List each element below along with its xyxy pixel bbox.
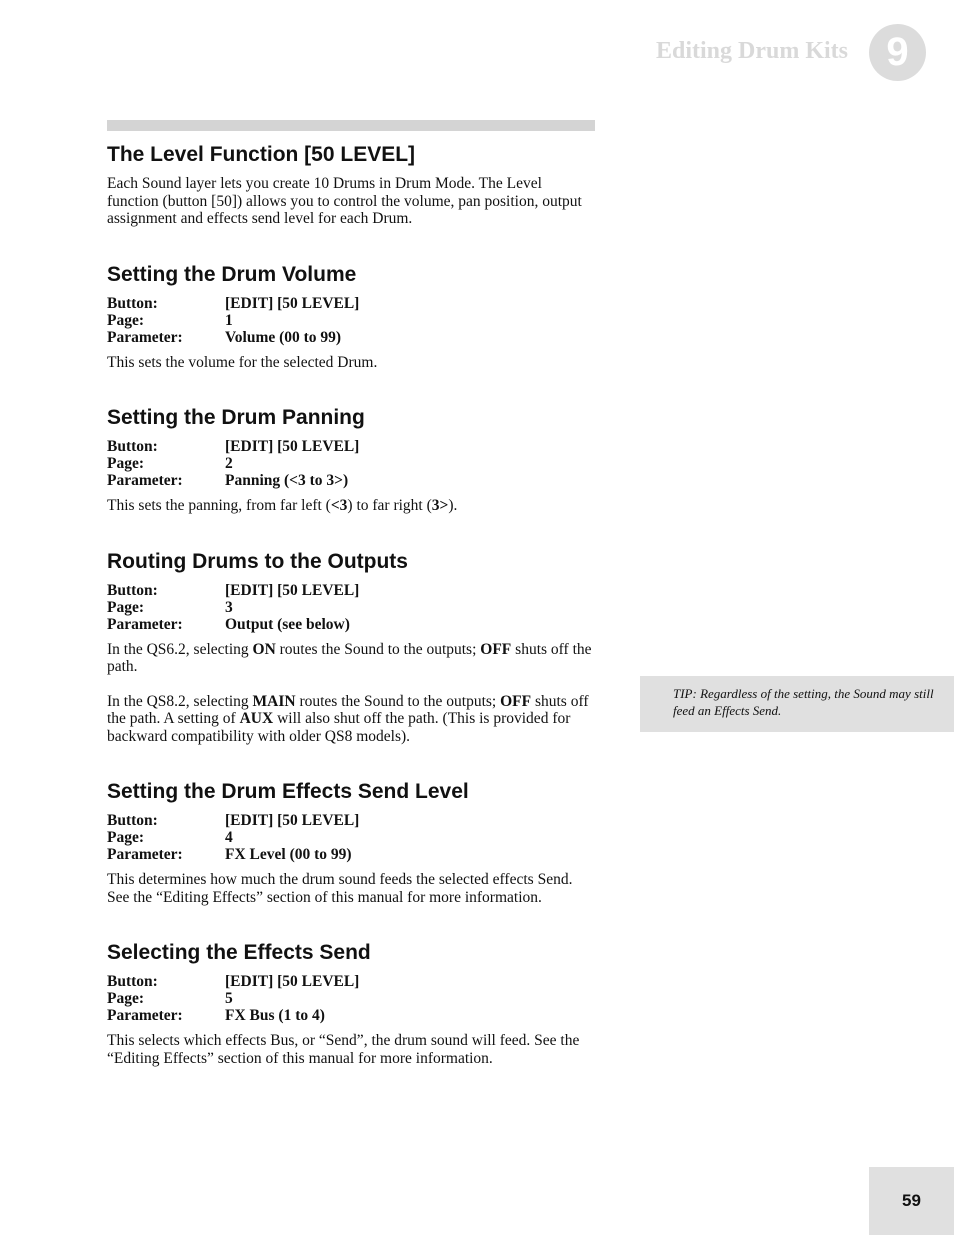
section-heading: Selecting the Effects Send: [107, 941, 371, 964]
section-description: This selects which effects Bus, or “Send”, the drum sound will feed. See the “Editing Effects” section of this manual for more information.: [107, 1032, 580, 1067]
param-label: Button:: [107, 581, 158, 599]
param-label: Parameter:: [107, 328, 183, 346]
section-level-function: [107, 142, 595, 228]
text-run: shuts off the path.: [107, 640, 592, 675]
param-value: [EDIT] [50 LEVEL]: [225, 438, 360, 455]
section-heading: Routing Drums to the Outputs: [107, 549, 408, 573]
param-value: [EDIT] [50 LEVEL]: [225, 581, 360, 599]
param-label: Page:: [107, 829, 145, 846]
section-description: This determines how much the drum sound feeds the selected effects Send. See the “Editing Effects” section of this manual for more information.: [107, 871, 573, 906]
parameter-block: [107, 295, 595, 346]
param-value: 1: [225, 311, 233, 329]
param-value: FX Bus (1 to 4): [225, 1007, 325, 1024]
text-run: shuts off the path. A setting of: [107, 692, 589, 727]
text-run: This sets the panning, from far left (: [107, 497, 331, 514]
bold-term: ON: [252, 640, 276, 658]
section-heading: Setting the Drum Volume: [107, 262, 357, 286]
param-label: Parameter:: [107, 846, 183, 863]
param-value: 3: [225, 598, 233, 616]
text-run: In the QS6.2, selecting: [107, 640, 253, 658]
parameter-block: [107, 438, 595, 489]
section-heading: The Level Function [50 LEVEL]: [107, 143, 416, 166]
bold-term: AUX: [239, 710, 274, 727]
page-number-box: [869, 1167, 954, 1235]
bold-term: OFF: [500, 692, 532, 710]
section-heading: Setting the Drum Effects Send Level: [107, 780, 469, 803]
tip-box: [640, 676, 954, 732]
param-value: Panning (<3 to 3>): [225, 472, 349, 489]
section-description: [107, 497, 595, 515]
param-label: Parameter:: [107, 615, 183, 633]
tip-text: TIP: Regardless of the setting, the Sound may still feed an Effects Send.: [673, 686, 934, 718]
parameter-block: [107, 973, 595, 1024]
parameter-block: [107, 582, 595, 633]
param-label: Button:: [107, 438, 158, 455]
param-value: [EDIT] [50 LEVEL]: [225, 973, 360, 990]
bold-term: 3>: [431, 497, 449, 514]
section-intro: Each Sound layer lets you create 10 Drums in Drum Mode. The Level function (button [50]) allows you to control the volume, pan position, output assignment and effects send level for each Drum.: [107, 175, 582, 227]
section-effects-send: [107, 940, 595, 1067]
bold-term: OFF: [480, 640, 512, 658]
text-run: ) to far right (: [347, 497, 432, 514]
section-drum-volume: [107, 262, 595, 372]
section-description: This sets the volume for the selected Drum.: [107, 353, 378, 371]
param-value: [EDIT] [50 LEVEL]: [225, 812, 360, 829]
section-routing-outputs: [107, 549, 595, 746]
param-label: Page:: [107, 990, 145, 1007]
parameter-block: [107, 812, 595, 863]
text-run: routes the Sound to the outputs;: [275, 640, 481, 658]
param-label: Parameter:: [107, 1007, 183, 1024]
param-value: Output (see below): [225, 615, 350, 633]
section-rule: [107, 120, 595, 131]
section-effects-send-level: [107, 779, 595, 906]
param-value: [EDIT] [50 LEVEL]: [225, 294, 360, 312]
chapter-number-badge: 9: [869, 24, 926, 81]
param-value: 2: [225, 455, 233, 472]
param-value: 4: [225, 829, 233, 846]
section-drum-panning: [107, 405, 595, 515]
param-label: Button:: [107, 294, 158, 312]
text-run: routes the Sound to the outputs;: [295, 692, 501, 710]
page-number: 59: [902, 1191, 921, 1210]
param-label: Button:: [107, 812, 158, 829]
param-value: 5: [225, 990, 233, 1007]
section-heading: Setting the Drum Panning: [107, 406, 365, 429]
section-description: [107, 641, 595, 676]
param-value: FX Level (00 to 99): [225, 846, 352, 863]
text-run: will also shut off the path. (This is provided for backward compatibility with older QS8 models).: [107, 710, 571, 745]
param-label: Page:: [107, 598, 145, 616]
param-label: Page:: [107, 455, 145, 472]
param-label: Parameter:: [107, 472, 183, 489]
section-description: [107, 693, 595, 746]
chapter-title: Editing Drum Kits: [655, 38, 848, 64]
param-label: Page:: [107, 311, 145, 329]
main-content: [107, 142, 595, 1101]
param-label: Button:: [107, 973, 158, 990]
bold-term: <3: [330, 497, 348, 514]
param-value: Volume (00 to 99): [225, 328, 342, 346]
text-run: ).: [448, 497, 458, 514]
text-run: In the QS8.2, selecting: [107, 692, 253, 710]
bold-term: MAIN: [252, 692, 296, 710]
